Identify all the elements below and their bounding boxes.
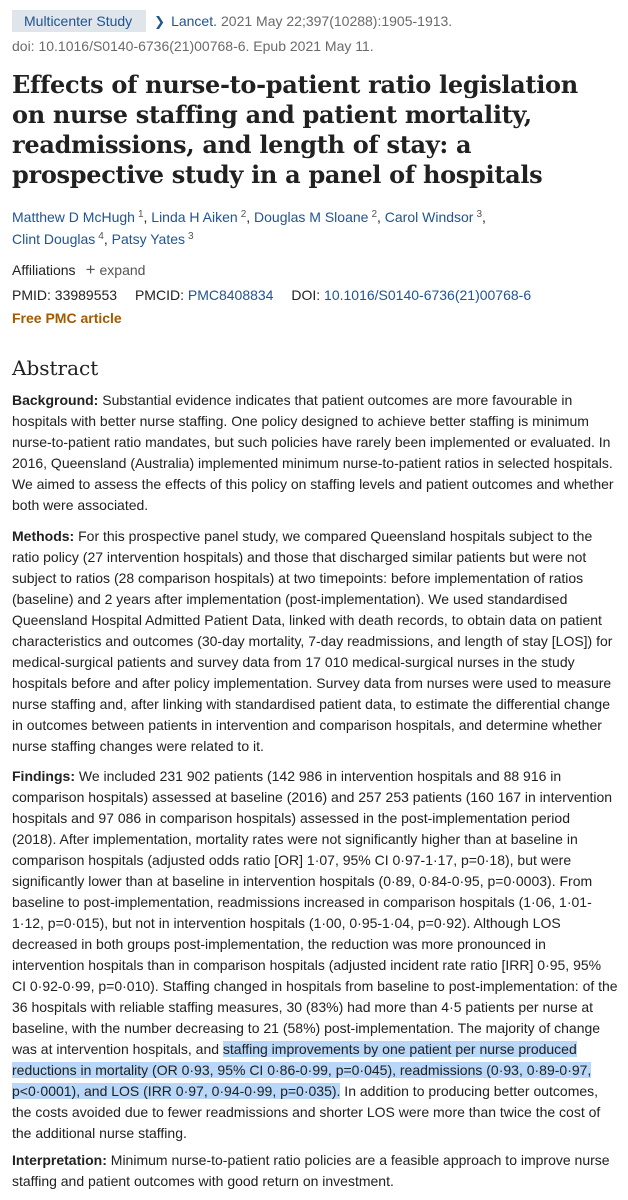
doi-label: DOI: bbox=[291, 287, 321, 303]
plus-icon: + bbox=[85, 260, 96, 279]
pmid-value: 33989553 bbox=[54, 287, 118, 303]
author-link[interactable]: Carol Windsor $^3$ bbox=[384, 209, 483, 225]
identifiers-row bbox=[12, 285, 531, 306]
citation-details: 2021 May 22;397(10288):1905-1913. bbox=[221, 12, 453, 29]
affiliations-label: Affiliations bbox=[12, 261, 76, 278]
chevron-right-icon: ❯ bbox=[154, 13, 166, 29]
author-link[interactable]: Douglas M Sloane $^2$ bbox=[254, 209, 377, 225]
abstract-background: Background: Substantial evidence indicates that patient outcomes are more favourable in hospitals with better nurse staffing. One policy designed to achieve better staffing is minimum nurse-to-patient ratio mandates, but such policies have rarely been implemented or evaluated. In 2016, Queensland (Australia) implemented minimum nurse-to-patient ratios in selected hospitals. We aimed to assess the effects of this policy on staffing levels and patient outcomes and whether both were associated. bbox=[12, 392, 614, 513]
author-link[interactable]: Clint Douglas $^4$ bbox=[12, 231, 104, 247]
abstract-interpretation: Interpretation: Minimum nurse-to-patient ratio policies are a feasible approach to improve nurse staffing and patient outcomes with good return on investment. bbox=[12, 1152, 610, 1189]
pmcid-label: PMCID: bbox=[134, 287, 184, 303]
citation-line bbox=[12, 10, 452, 32]
article-title: Effects of nurse-to-patient ratio legislation on nurse staffing and patient mortality, readmissions, and length of stay: a prospective study in a panel of hospitals bbox=[12, 70, 578, 189]
free-pmc-article-label: Free PMC article bbox=[12, 310, 122, 326]
pmcid-link[interactable]: PMC8408834 bbox=[187, 287, 274, 303]
text-selection-highlight[interactable]: staffing improvements by one patient per nurse produced reductions in mortality (OR 0·93, 95% CI 0·86-0·99, p=0·045), readmissions (0·93, 0·89-0·97, p<0·0001), and LOS (IRR 0·97, 0·94-0·99, p=0·035). bbox=[12, 1041, 592, 1099]
abstract-findings: Findings: We included 231 902 patients (142 986 in intervention hospitals and 88 916 in comparison hospitals) assessed at baseline (2016) and 257 253 patients (160 167 in intervention hospitals and 97 086 in comparison hospitals) assessed in the post-implementation period (2018). After implementation, mortality rates were not significantly higher than at baseline in comparison hospitals (adjusted odds ratio [OR] 1·07, 95% CI 0·97-1·17, p=0·18), but were significantly lower than at baseline in intervention hospitals (0·89, 0·84-0·95, p=0·0003). From baseline to post-implementation, readmissions increased in comparison hospitals (1·06, 1·01-1·12, p=0·015), but not in intervention hospitals (1·00, 0·95-1·04, p=0·92). Although LOS decreased in both groups post-implementation, the reduction was more pronounced in intervention hospitals than in comparison hospitals (adjusted incident rate ratio [IRR] 0·95, 95% CI 0·92-0·99, p=0·010). Staffing changed in hospitals from baseline to post-implementation: of the 36 hospitals with reliable staffing measures, 30 (83%) had more than 4·5 patients per nurse at baseline, with the number decreasing to 21 (58%) post-implementation. The majority of change was at intervention hospitals, and staffing improvements by one patient per nurse produced reductions in mortality (OR 0·93, 95% CI 0·86-0·99, p=0·045), readmissions (0·93, 0·89-0·97, p<0·0001), and LOS (IRR 0·97, 0·94-0·99, p=0·035). In addition to producing better outcomes, the costs avoided due to fewer readmissions and shorter LOS were more than twice the cost of the additional nurse staffing. bbox=[12, 768, 618, 1141]
affiliations-row bbox=[12, 259, 145, 281]
author-link[interactable]: Linda H Aiken $^2$ bbox=[151, 209, 247, 225]
author-list: Matthew D McHugh $^1$, Linda H Aiken $^2$, Douglas M Sloane $^2$, Carol Windsor $^3$, Clint Douglas $^4$, Patsy Yates $^3$ bbox=[12, 209, 486, 247]
publication-type-badge[interactable]: Multicenter Study bbox=[12, 10, 146, 32]
abstract-methods: Methods: For this prospective panel study, we compared Queensland hospitals subject to the ratio policy (27 intervention hospitals) and those that discharged similar patients but were not subject to ratios (28 comparison hospitals) at two timepoints: before implementation of ratios (baseline) and 2 years after implementation (post-implementation). We used standardised Queensland Hospital Admitted Patient Data, linked with death records, to obtain data on patient characteristics and outcomes (30-day mortality, 7-day readmissions, and length of stay [LOS]) for medical-surgical patients and survey data from 17 010 medical-surgical nurses in the study hospitals before and after policy implementation. Survey data from nurses were used to measure nurse staffing and, after linking with standardised patient data, to estimate the differential change in outcomes between patients in intervention and comparison hospitals, and determine whether nurse staffing changes were related to it. bbox=[12, 528, 613, 754]
pmid-label: PMID: bbox=[12, 287, 51, 303]
doi-link[interactable]: 10.1016/S0140-6736(21)00768-6 bbox=[324, 287, 532, 303]
doi-epub-line: doi: 10.1016/S0140-6736(21)00768-6. Epub 2021 May 11. bbox=[12, 38, 374, 54]
journal-link[interactable]: Lancet. bbox=[171, 12, 218, 29]
expand-affiliations-button[interactable]: + expand bbox=[85, 260, 146, 279]
abstract-heading: Abstract bbox=[12, 356, 99, 380]
author-link[interactable]: Matthew D McHugh $^1$ bbox=[12, 209, 144, 225]
author-link[interactable]: Patsy Yates $^3$ bbox=[111, 231, 194, 247]
